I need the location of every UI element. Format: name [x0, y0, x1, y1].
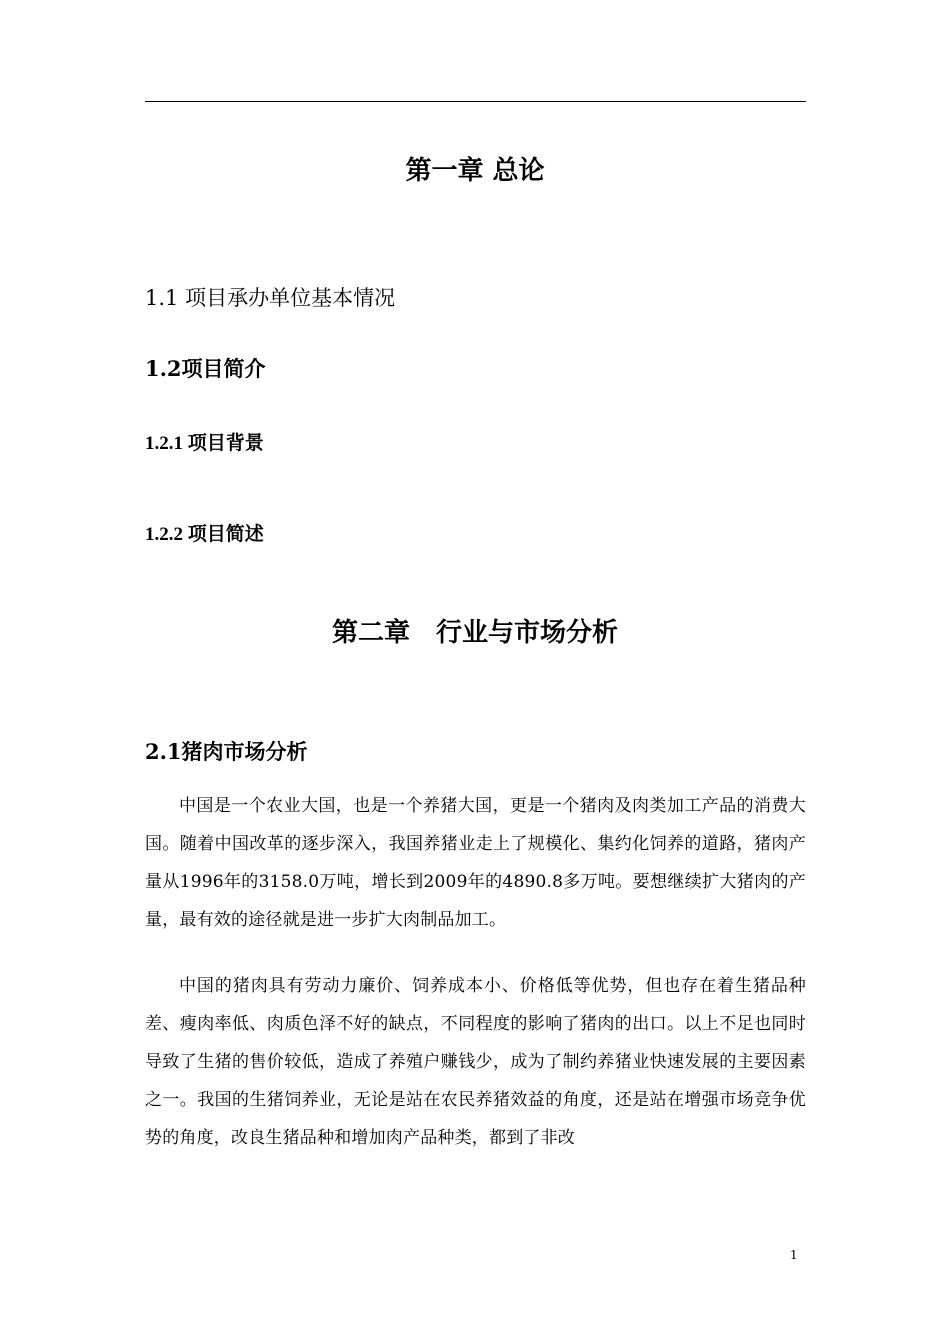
body-paragraph-1: 中国是一个农业大国，也是一个养猪大国，更是一个猪肉及肉类加工产品的消费大国。随着中国改革的逐步深入，我国养猪业走上了规模化、集约化饲养的道路，猪肉产量从1996年的3158.0万吨，增长到2009年的4890.8多万吨。要想继续扩大猪肉的产量，最有效的途径就是进一步扩大肉制品加工。	[145, 796, 806, 930]
section-1-2-heading: 1.2项目简介	[145, 356, 266, 381]
section-1-2-1-heading: 1.2.1 项目背景	[145, 433, 264, 454]
body-paragraph-2: 中国的猪肉具有劳动力廉价、饲养成本小、价格低等优势，但也存在着生猪品种差、瘦肉率低、肉质色泽不好的缺点，不同程度的影响了猪肉的出口。以上不足也同时导致了生猪的售价较低，造成了养殖户赚钱少，成为了制约养猪业快速发展的主要因素之一。我国的生猪饲养业，无论是站在农民养猪效益的角度，还是站在增强市场竞争优势的角度，改良生猪品种和增加肉产品种类，都到了非改	[145, 976, 806, 1148]
section-1-2-2-heading: 1.2.2 项目简述	[145, 524, 264, 545]
section-1-1-heading: 1.1 项目承办单位基本情况	[145, 286, 396, 310]
chapter2-title: 第二章 行业与市场分析	[331, 618, 618, 648]
chapter1-title: 第一章 总论	[405, 156, 545, 186]
header-rule	[145, 101, 806, 102]
section-2-1-heading: 2.1猪肉市场分析	[145, 739, 308, 764]
page-number: 1	[790, 1248, 798, 1262]
